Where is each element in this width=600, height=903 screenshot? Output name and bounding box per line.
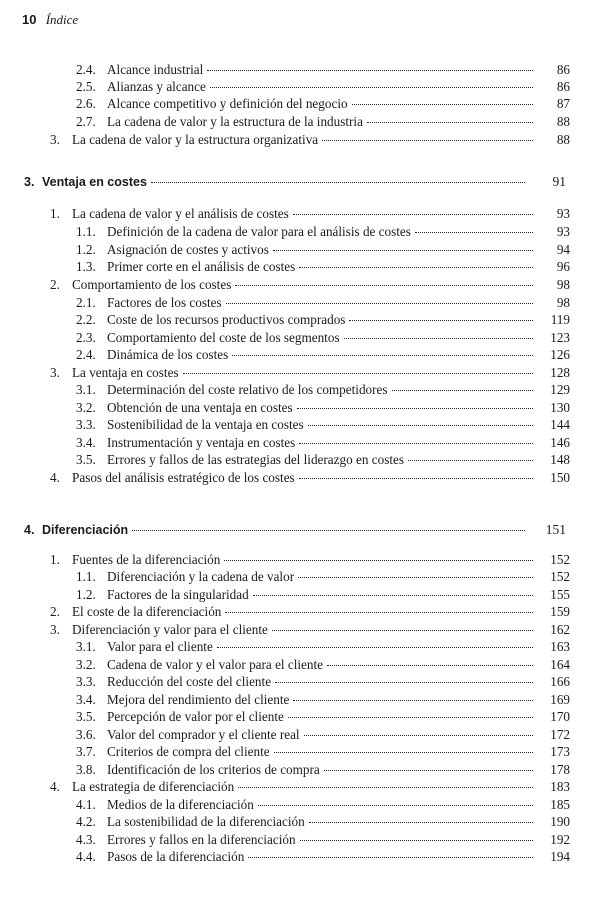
toc-entry-row[interactable] bbox=[50, 604, 570, 620]
toc-page-number: 129 bbox=[550, 382, 570, 397]
toc-page-number: 163 bbox=[550, 639, 570, 654]
toc-page-number: 98 bbox=[556, 295, 570, 310]
toc-entry-title: Medios de la diferenciación bbox=[107, 797, 254, 812]
toc-chapter-row[interactable] bbox=[24, 522, 566, 538]
toc-entry-row[interactable] bbox=[76, 295, 570, 311]
toc-entry-title: Sostenibilidad de la ventaja en costes bbox=[107, 417, 304, 432]
dot-leader bbox=[210, 87, 533, 88]
toc-page-number: 150 bbox=[550, 470, 570, 485]
toc-page-number: 96 bbox=[556, 259, 570, 274]
dot-leader bbox=[224, 560, 533, 561]
toc-entry-label bbox=[76, 849, 245, 865]
toc-entry-title: Factores de la singularidad bbox=[107, 587, 249, 602]
toc-entry-number: 3.1. bbox=[76, 382, 96, 397]
toc-entry-row[interactable] bbox=[50, 365, 570, 381]
dot-leader bbox=[238, 787, 533, 788]
toc-page-number: 146 bbox=[550, 435, 570, 450]
toc-entry-label bbox=[50, 132, 319, 148]
toc-entry-label bbox=[76, 674, 272, 690]
toc-entry-label bbox=[24, 522, 129, 538]
toc-page-number: 178 bbox=[550, 762, 570, 777]
toc-entry-number: 3.2. bbox=[76, 657, 96, 672]
toc-entry-row[interactable] bbox=[76, 417, 570, 433]
toc-entry-row[interactable] bbox=[50, 779, 570, 795]
toc-entry-label bbox=[50, 206, 290, 222]
toc-entry-number: 3.3. bbox=[76, 674, 96, 689]
toc-page-number: 130 bbox=[550, 400, 570, 415]
toc-entry-row[interactable] bbox=[76, 639, 570, 655]
toc-entry-label bbox=[76, 259, 296, 275]
toc-entry-label bbox=[76, 114, 364, 130]
toc-entry-title: Cadena de valor y el valor para el cliente bbox=[107, 657, 324, 672]
toc-entry-row[interactable] bbox=[76, 849, 570, 865]
toc-chapter-row[interactable] bbox=[24, 174, 566, 190]
toc-page-number: 86 bbox=[556, 62, 570, 77]
dot-leader bbox=[327, 665, 533, 666]
toc-entry-number: 2.3. bbox=[76, 330, 96, 345]
toc-entry-title: El coste de la diferenciación bbox=[72, 604, 222, 619]
toc-entry-number: 2.4. bbox=[76, 347, 96, 362]
toc-entry-title: La sostenibilidad de la diferenciación bbox=[107, 814, 305, 829]
dot-leader bbox=[308, 425, 533, 426]
toc-entry-title: Pasos de la diferenciación bbox=[107, 849, 245, 864]
toc-entry-number: 1.2. bbox=[76, 587, 96, 602]
toc-entry-title: Diferenciación bbox=[42, 523, 129, 537]
toc-entry-row[interactable] bbox=[76, 762, 570, 778]
toc-entry-label bbox=[76, 452, 405, 468]
toc-entry-number: 3.3. bbox=[76, 417, 96, 432]
toc-entry-number: 4.1. bbox=[76, 797, 96, 812]
dot-leader bbox=[253, 595, 533, 596]
toc-entry-row[interactable] bbox=[76, 727, 570, 743]
dot-leader bbox=[217, 647, 533, 648]
toc-entry-row[interactable] bbox=[76, 312, 570, 328]
toc-entry-number: 1.2. bbox=[76, 242, 96, 257]
dot-leader bbox=[225, 612, 533, 613]
toc-page-number: 88 bbox=[556, 132, 570, 147]
dot-leader bbox=[299, 443, 533, 444]
toc-entry-label bbox=[76, 587, 250, 603]
toc-entry-title: Primer corte en el análisis de costes bbox=[107, 259, 296, 274]
toc-entry-label bbox=[76, 417, 305, 433]
toc-entry-label bbox=[76, 744, 271, 760]
toc-page-number: 128 bbox=[550, 365, 570, 380]
dot-leader bbox=[232, 355, 533, 356]
toc-entry-number: 3. bbox=[50, 365, 60, 380]
dot-leader bbox=[293, 214, 533, 215]
toc-entry-row[interactable] bbox=[76, 224, 570, 240]
toc-page-number: 192 bbox=[550, 832, 570, 847]
toc-entry-label bbox=[76, 400, 294, 416]
toc-entry-number: 3. bbox=[50, 132, 60, 147]
toc-page-number: 151 bbox=[545, 522, 566, 537]
toc-entry-number: 2.6. bbox=[76, 96, 96, 111]
toc-page-number: 88 bbox=[556, 114, 570, 129]
toc-entry-title: Valor del comprador y el cliente real bbox=[107, 727, 300, 742]
toc-entry-title: La ventaja en costes bbox=[72, 365, 179, 380]
dot-leader bbox=[344, 338, 533, 339]
toc-page-number: 169 bbox=[550, 692, 570, 707]
toc-entry-row[interactable] bbox=[76, 114, 570, 130]
toc-entry-title: Fuentes de la diferenciación bbox=[72, 552, 221, 567]
toc-entry-number: 4. bbox=[24, 523, 35, 537]
toc-entry-number: 3.4. bbox=[76, 435, 96, 450]
dot-leader bbox=[273, 250, 533, 251]
toc-entry-label bbox=[76, 435, 296, 451]
toc-entry-row[interactable] bbox=[76, 62, 570, 78]
toc-entry-number: 3.8. bbox=[76, 762, 96, 777]
toc-entry-label bbox=[50, 552, 221, 568]
toc-entry-label bbox=[76, 330, 341, 346]
toc-entry-title: Definición de la cadena de valor para el análisis de costes bbox=[107, 224, 411, 239]
dot-leader bbox=[274, 752, 533, 753]
toc-page-number: 91 bbox=[552, 174, 566, 189]
dot-leader bbox=[304, 735, 533, 736]
toc-entry-row[interactable] bbox=[50, 277, 570, 293]
toc-entry-label bbox=[76, 569, 295, 585]
toc-entry-row[interactable] bbox=[76, 259, 570, 275]
toc-entry-label bbox=[76, 312, 346, 328]
toc-page-number: 148 bbox=[550, 452, 570, 467]
toc-entry-row[interactable] bbox=[76, 79, 570, 95]
toc-page-number: 93 bbox=[556, 206, 570, 221]
toc-entry-title: Instrumentación y ventaja en costes bbox=[107, 435, 296, 450]
toc-entry-row[interactable] bbox=[76, 435, 570, 451]
toc-page-number: 93 bbox=[556, 224, 570, 239]
toc-entry-row[interactable] bbox=[76, 587, 570, 603]
toc-page-number: 87 bbox=[556, 96, 570, 111]
toc-entry-title: Alcance industrial bbox=[107, 62, 204, 77]
toc-entry-title: Percepción de valor por el cliente bbox=[107, 709, 284, 724]
toc-entry-title: Criterios de compra del cliente bbox=[107, 744, 270, 759]
toc-entry-row[interactable] bbox=[76, 382, 570, 398]
dot-leader bbox=[226, 303, 533, 304]
toc-page-number: 152 bbox=[550, 569, 570, 584]
toc-entry-label bbox=[76, 242, 270, 258]
dot-leader bbox=[248, 857, 533, 858]
toc-page-number: 159 bbox=[550, 604, 570, 619]
toc-entry-number: 1.1. bbox=[76, 224, 96, 239]
toc-entry-label bbox=[50, 604, 222, 620]
toc-entry-row[interactable] bbox=[76, 744, 570, 760]
toc-page-number: 155 bbox=[550, 587, 570, 602]
toc-entry-number: 3. bbox=[24, 175, 35, 189]
toc-entry-number: 3.5. bbox=[76, 452, 96, 467]
dot-leader bbox=[349, 320, 533, 321]
toc-entry-title: La estrategia de diferenciación bbox=[72, 779, 235, 794]
toc-entry-label bbox=[76, 62, 204, 78]
toc-entry-row[interactable] bbox=[76, 96, 570, 112]
toc-entry-label bbox=[76, 657, 324, 673]
toc-entry-title: Determinación del coste relativo de los competidores bbox=[107, 382, 388, 397]
dot-leader bbox=[408, 460, 533, 461]
toc-entry-title: Comportamiento del coste de los segmentos bbox=[107, 330, 340, 345]
toc-entry-label bbox=[76, 692, 290, 708]
dot-leader bbox=[298, 577, 533, 578]
toc-entry-title: Errores y fallos en la diferenciación bbox=[107, 832, 296, 847]
toc-entry-title: Mejora del rendimiento del cliente bbox=[107, 692, 290, 707]
toc-entry-number: 2. bbox=[50, 604, 60, 619]
dot-leader bbox=[392, 390, 533, 391]
toc-page-number: 172 bbox=[550, 727, 570, 742]
dot-leader bbox=[272, 630, 533, 631]
toc-page-number: 173 bbox=[550, 744, 570, 759]
toc-entry-number: 4.2. bbox=[76, 814, 96, 829]
toc-entry-number: 3. bbox=[50, 622, 60, 637]
toc-entry-row[interactable] bbox=[76, 692, 570, 708]
toc-entry-number: 3.1. bbox=[76, 639, 96, 654]
toc-page-number: 166 bbox=[550, 674, 570, 689]
toc-entry-title: Alcance competitivo y definición del negocio bbox=[107, 96, 348, 111]
toc-entry-title: Reducción del coste del cliente bbox=[107, 674, 272, 689]
toc-entry-number: 1.1. bbox=[76, 569, 96, 584]
dot-leader bbox=[300, 840, 533, 841]
toc-entry-title: Alianzas y alcance bbox=[107, 79, 206, 94]
toc-entry-label bbox=[76, 347, 229, 363]
toc-entry-number: 2. bbox=[50, 277, 60, 292]
header-page-number: 10 bbox=[22, 12, 37, 27]
toc-entry-title: Errores y fallos de las estrategias del liderazgo en costes bbox=[107, 452, 404, 467]
toc-page-number: 123 bbox=[550, 330, 570, 345]
toc-page-number: 152 bbox=[550, 552, 570, 567]
toc-entry-label bbox=[76, 727, 301, 743]
toc-entry-row[interactable] bbox=[76, 242, 570, 258]
toc-entry-number: 1.3. bbox=[76, 259, 96, 274]
toc-entry-row[interactable] bbox=[76, 569, 570, 585]
toc-entry-title: Asignación de costes y activos bbox=[107, 242, 269, 257]
toc-entry-label bbox=[24, 174, 148, 190]
toc-entry-title: Identificación de los criterios de compra bbox=[107, 762, 320, 777]
toc-page-number: 170 bbox=[550, 709, 570, 724]
toc-entry-title: La cadena de valor y el análisis de costes bbox=[72, 206, 289, 221]
dot-leader bbox=[258, 805, 533, 806]
dot-leader bbox=[132, 530, 525, 531]
toc-entry-row[interactable] bbox=[50, 552, 570, 568]
toc-entry-label bbox=[76, 832, 297, 848]
toc-entry-title: Coste de los recursos productivos comprados bbox=[107, 312, 346, 327]
dot-leader bbox=[299, 267, 533, 268]
toc-entry-number: 1. bbox=[50, 206, 60, 221]
dot-leader bbox=[297, 408, 533, 409]
toc-entry-row[interactable] bbox=[76, 330, 570, 346]
toc-entry-number: 1. bbox=[50, 552, 60, 567]
dot-leader bbox=[367, 122, 533, 123]
toc-entry-label bbox=[76, 295, 223, 311]
toc-entry-row[interactable] bbox=[76, 674, 570, 690]
dot-leader bbox=[415, 232, 533, 233]
toc-entry-number: 4.3. bbox=[76, 832, 96, 847]
toc-entry-row[interactable] bbox=[76, 797, 570, 813]
dot-leader bbox=[288, 717, 533, 718]
toc-page-number: 183 bbox=[550, 779, 570, 794]
toc-entry-number: 2.4. bbox=[76, 62, 96, 77]
toc-page-number: 86 bbox=[556, 79, 570, 94]
toc-entry-number: 4.4. bbox=[76, 849, 96, 864]
toc-entry-label bbox=[50, 470, 296, 486]
dot-leader bbox=[322, 140, 533, 141]
toc-page-number: 185 bbox=[550, 797, 570, 812]
toc-entry-title: La cadena de valor y la estructura organizativa bbox=[72, 132, 319, 147]
toc-entry-number: 3.7. bbox=[76, 744, 96, 759]
toc-entry-number: 2.7. bbox=[76, 114, 96, 129]
toc-entry-row[interactable] bbox=[76, 657, 570, 673]
toc-entry-label bbox=[76, 814, 306, 830]
toc-entry-label bbox=[50, 622, 269, 638]
toc-page-number: 119 bbox=[550, 312, 570, 327]
dot-leader bbox=[352, 104, 533, 105]
toc-entry-title: Pasos del análisis estratégico de los costes bbox=[72, 470, 295, 485]
dot-leader bbox=[324, 770, 533, 771]
toc-entry-title: La cadena de valor y la estructura de la industria bbox=[107, 114, 363, 129]
toc-page-number: 144 bbox=[550, 417, 570, 432]
toc-entry-number: 2.2. bbox=[76, 312, 96, 327]
toc-entry-label bbox=[76, 382, 389, 398]
toc-entry-title: Ventaja en costes bbox=[42, 175, 147, 189]
toc-entry-title: Obtención de una ventaja en costes bbox=[107, 400, 293, 415]
toc-entry-row[interactable] bbox=[50, 132, 570, 148]
toc-entry-row[interactable] bbox=[50, 622, 570, 638]
toc-page-number: 98 bbox=[556, 277, 570, 292]
toc-entry-label bbox=[50, 277, 232, 293]
toc-entry-row[interactable] bbox=[76, 452, 570, 468]
toc-page-number: 194 bbox=[550, 849, 570, 864]
toc-entry-title: Valor para el cliente bbox=[107, 639, 213, 654]
toc-entry-label bbox=[76, 762, 321, 778]
dot-leader bbox=[183, 373, 533, 374]
toc-page-number: 162 bbox=[550, 622, 570, 637]
dot-leader bbox=[293, 700, 533, 701]
toc-entry-label bbox=[76, 79, 207, 95]
dot-leader bbox=[151, 182, 525, 183]
toc-entry-title: Dinámica de los costes bbox=[107, 347, 229, 362]
toc-entry-row[interactable] bbox=[50, 470, 570, 486]
toc-entry-row[interactable] bbox=[76, 832, 570, 848]
toc-entry-number: 3.6. bbox=[76, 727, 96, 742]
toc-entry-title: Comportamiento de los costes bbox=[72, 277, 232, 292]
toc-entry-row[interactable] bbox=[50, 206, 570, 222]
toc-entry-title: Factores de los costes bbox=[107, 295, 222, 310]
toc-entry-label bbox=[76, 96, 349, 112]
dot-leader bbox=[207, 70, 533, 71]
toc-page-number: 164 bbox=[550, 657, 570, 672]
dot-leader bbox=[235, 285, 533, 286]
dot-leader bbox=[299, 478, 533, 479]
toc-entry-label bbox=[76, 709, 285, 725]
toc-page-number: 126 bbox=[550, 347, 570, 362]
toc-entry-label bbox=[76, 224, 412, 240]
toc-entry-number: 2.5. bbox=[76, 79, 96, 94]
toc-entry-number: 2.1. bbox=[76, 295, 96, 310]
toc-entry-row[interactable] bbox=[76, 814, 570, 830]
toc-page-number: 94 bbox=[556, 242, 570, 257]
toc-entry-label bbox=[76, 639, 214, 655]
toc-entry-number: 3.4. bbox=[76, 692, 96, 707]
toc-entry-title: Diferenciación y valor para el cliente bbox=[72, 622, 268, 637]
header-title: Índice bbox=[45, 12, 79, 27]
dot-leader bbox=[275, 682, 533, 683]
toc-entry-number: 4. bbox=[50, 470, 60, 485]
dot-leader bbox=[309, 822, 533, 823]
toc-entry-title: Diferenciación y la cadena de valor bbox=[107, 569, 295, 584]
toc-page-number: 190 bbox=[550, 814, 570, 829]
toc-entry-number: 3.2. bbox=[76, 400, 96, 415]
toc-entry-label bbox=[76, 797, 255, 813]
toc-entry-number: 3.5. bbox=[76, 709, 96, 724]
toc-entry-label bbox=[50, 365, 180, 381]
toc-entry-row[interactable] bbox=[76, 709, 570, 725]
toc-entry-label bbox=[50, 779, 235, 795]
toc-entry-number: 4. bbox=[50, 779, 60, 794]
toc-entry-row[interactable] bbox=[76, 347, 570, 363]
toc-entry-row[interactable] bbox=[76, 400, 570, 416]
